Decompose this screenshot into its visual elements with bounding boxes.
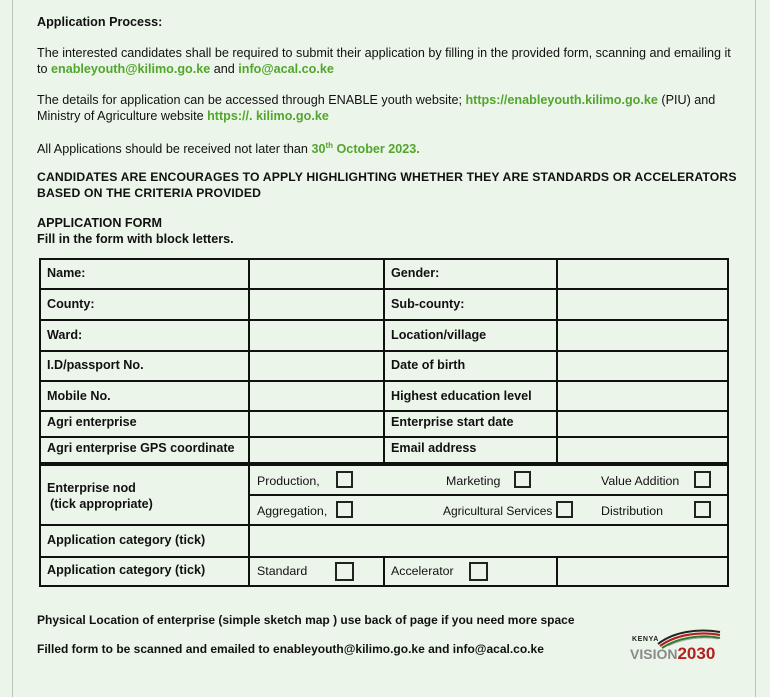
notice-text: CANDIDATES ARE ENCOURAGES TO APPLY HIGHLIGHTING WHETHER THEY ARE STANDARDS OR ACCELERATORS BASED ON THE CRITERIA PROVIDED [37,170,737,200]
option-agri-services-label: Agricultural Services [443,504,553,518]
category-extra-field[interactable] [558,558,727,585]
option-accelerator-label: Accelerator [391,564,454,578]
label-location: Location/village [391,328,487,342]
label-application-category-2: Application category (tick) [47,563,206,577]
label-education: Highest education level [391,389,532,403]
option-distribution-label: Distribution [601,504,663,518]
label-gender: Gender: [391,266,440,280]
label-start-date: Enterprise start date [391,415,514,429]
label-email: Email address [391,441,477,455]
production-checkbox[interactable] [336,471,353,488]
email-field[interactable] [558,438,727,462]
mobile-field[interactable] [250,382,382,410]
label-ward: Ward: [47,328,83,342]
dob-field[interactable] [558,352,727,380]
application-category-field[interactable] [250,526,727,556]
physical-location-note: Physical Location of enterprise (simple sketch map ) use back of page if you need more space [37,613,575,627]
label-application-category-1: Application category (tick) [47,533,206,547]
url-link-kilimo[interactable]: https://. kilimo.go.ke [207,109,329,123]
gender-field[interactable] [558,260,727,288]
option-production-label: Production, [257,474,320,488]
name-field[interactable] [250,260,382,288]
agri-services-checkbox[interactable] [556,501,573,518]
label-name: Name: [47,266,86,280]
scan-email-note: Filled form to be scanned and emailed to enableyouth@kilimo.go.ke and info@acal.co.ke [37,642,544,656]
option-value-addition-label: Value Addition [601,474,680,488]
application-form-table [39,258,729,587]
url-link-enableyouth[interactable]: https://enableyouth.kilimo.go.ke [465,93,658,107]
id-passport-field[interactable] [250,352,382,380]
footer-email-acal[interactable]: info@acal.co.ke [452,642,544,656]
label-tick-appropriate: (tick appropriate) [50,497,153,511]
marketing-checkbox[interactable] [514,471,531,488]
form-title: APPLICATION FORM [37,216,162,230]
value-addition-checkbox[interactable] [694,471,711,488]
kenya-vision-2030-logo [628,626,728,666]
label-mobile: Mobile No. [47,389,111,403]
label-sub-county: Sub-county: [391,297,465,311]
paragraph-submission: The interested candidates shall be required to submit their application by filling in the provided form, scanning and emailing it to enableyouth@kilimo.go.ke and info@acal.co.ke [37,46,731,76]
option-marketing-label: Marketing [446,474,501,488]
ward-field[interactable] [250,321,382,350]
logo-year-text: 2030 [677,644,716,663]
gps-field[interactable] [250,438,382,462]
label-gps: Agri enterprise GPS coordinate [47,441,235,455]
location-field[interactable] [558,321,727,350]
aggregation-checkbox[interactable] [336,501,353,518]
label-agri-enterprise: Agri enterprise [47,415,137,429]
label-id-passport: I.D/passport No. [47,358,144,372]
label-county: County: [47,297,95,311]
footer-email-enableyouth[interactable]: enableyouth@kilimo.go.ke [273,642,425,656]
accelerator-checkbox[interactable] [469,562,488,581]
start-date-field[interactable] [558,412,727,436]
section-heading: Application Process: [37,15,163,29]
logo-kenya-text: KENYA [632,636,659,643]
form-subtitle: Fill in the form with block letters. [37,232,234,246]
paragraph-deadline: All Applications should be received not later than 30th October 2023. [37,141,420,157]
agri-enterprise-field[interactable] [250,412,382,436]
county-field[interactable] [250,290,382,319]
logo-vision-text: VISION [630,646,678,662]
paragraph-details: The details for application can be accessed through ENABLE youth website; https://enableyouth.kilimo.go.ke (PIU) and Ministry of Agriculture website https://. kilimo.go.ke [37,93,716,123]
option-aggregation-label: Aggregation, [257,504,328,518]
email-link-acal[interactable]: info@acal.co.ke [238,62,334,76]
email-link-enableyouth[interactable]: enableyouth@kilimo.go.ke [51,62,211,76]
distribution-checkbox[interactable] [694,501,711,518]
deadline-date: 30th October 2023. [311,141,420,157]
label-dob: Date of birth [391,358,466,372]
sub-county-field[interactable] [558,290,727,319]
label-enterprise-nod: Enterprise nod [47,481,136,495]
education-field[interactable] [558,382,727,410]
option-standard-label: Standard [257,564,308,578]
standard-checkbox[interactable] [335,562,354,581]
